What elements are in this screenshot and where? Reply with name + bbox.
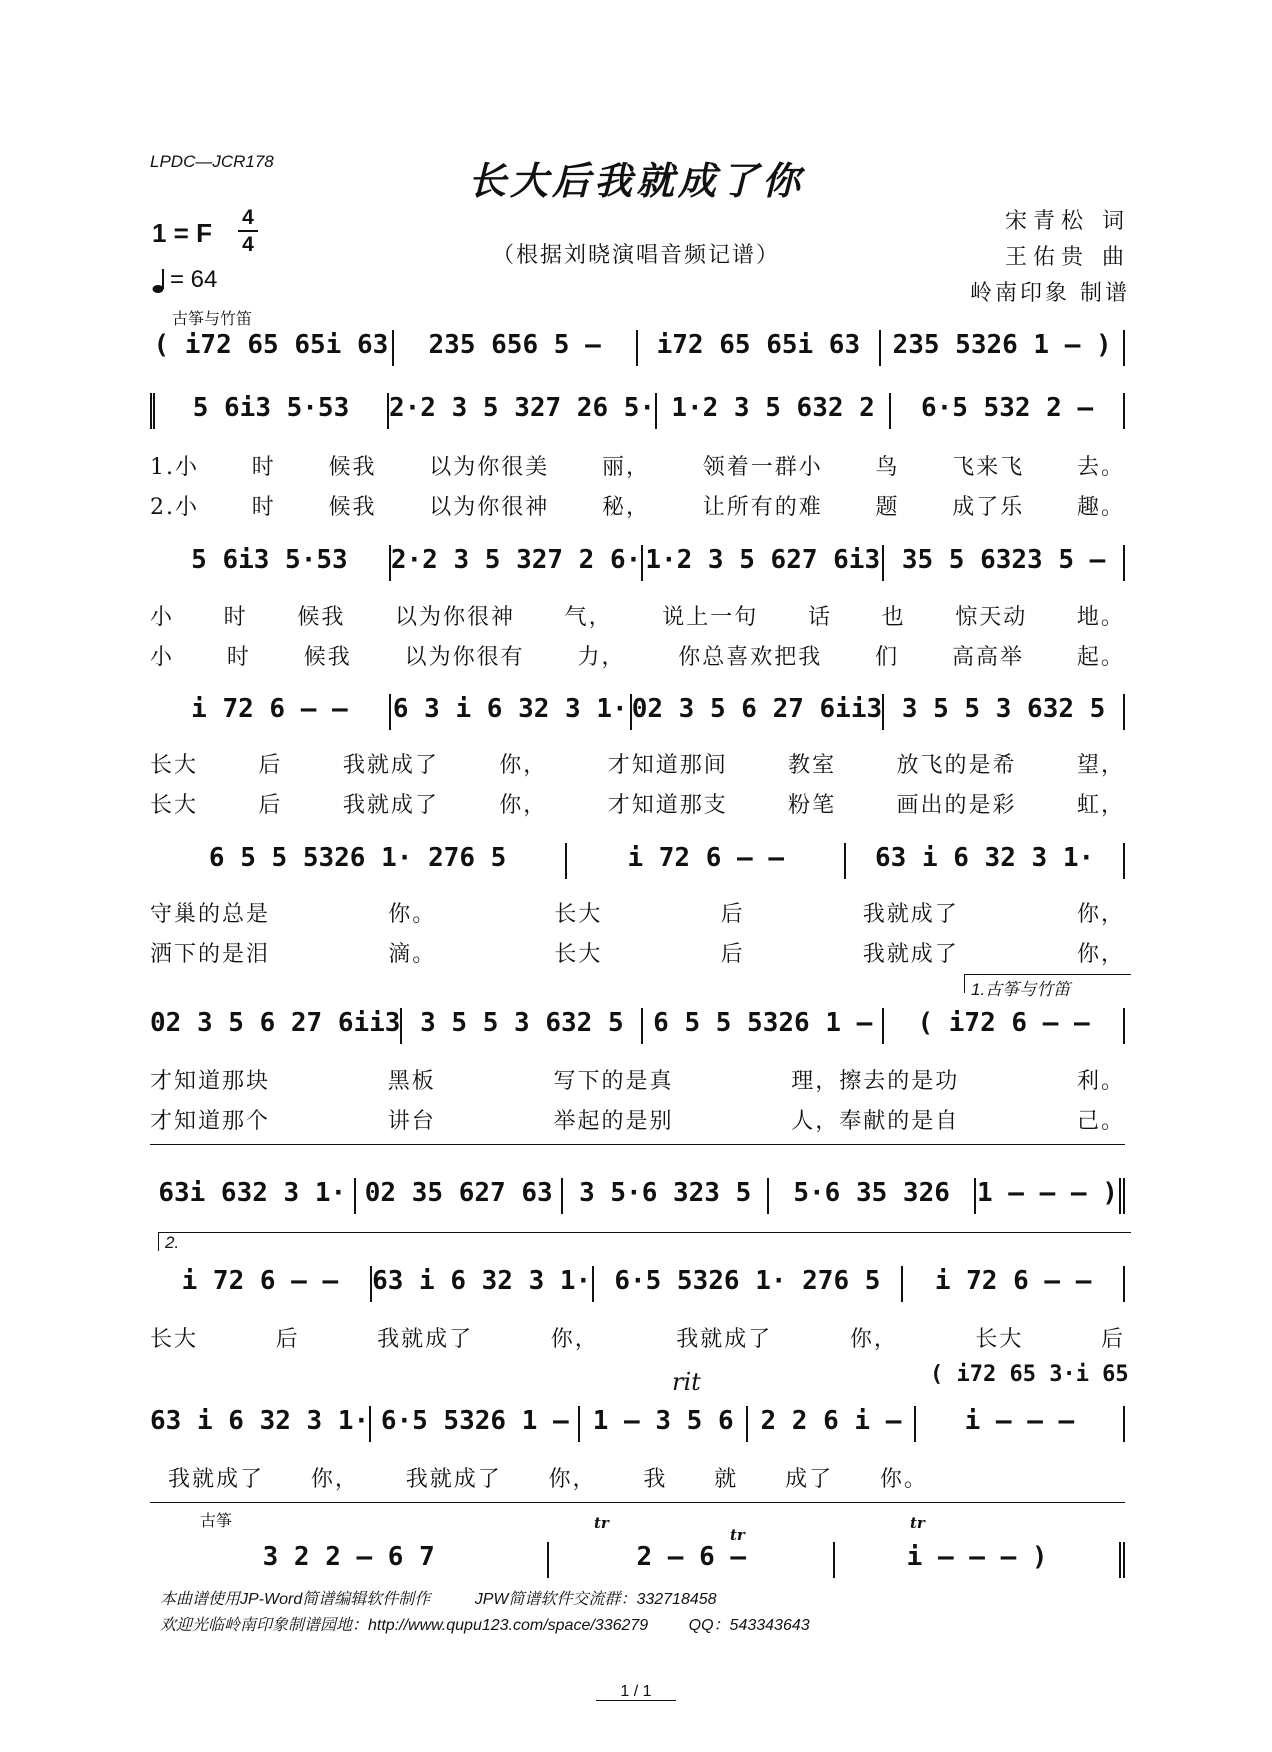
footer-software-note	[160, 1586, 717, 1609]
measure: i 72 6 – –	[181, 1266, 339, 1296]
measure: 02 3 5 6 27 6ii3	[150, 1008, 401, 1038]
quarter-note-icon	[152, 268, 166, 294]
composer-credit: 王佑贵 曲	[1005, 245, 1130, 270]
lyric-word: 才知道那个	[150, 1109, 271, 1134]
subtitle: （根据刘晓演唱音频记谱）	[491, 243, 780, 268]
lyric-word: 你。	[879, 1467, 928, 1492]
lyric-word: 画出的是彩	[896, 793, 1017, 818]
lyric-word: 时	[251, 455, 276, 480]
lyric-word: 力，	[577, 645, 626, 670]
lyric-word: 也	[881, 605, 906, 630]
lyric-word: 黑板	[387, 1069, 436, 1094]
lyric-word: 候我	[303, 645, 352, 670]
lyric-word: 起。	[1076, 645, 1125, 670]
score-code: LPDC—JCR178	[150, 152, 274, 171]
lyric-word: 你。	[388, 902, 437, 927]
lyric-word: 以为你很神	[429, 495, 550, 520]
lyric-word: 我就成了	[342, 753, 439, 778]
score-row-7	[150, 1170, 1125, 1214]
trill-mark: tr	[594, 1514, 609, 1532]
intro-instruments: 古筝与竹笛	[172, 311, 253, 328]
lyric-word: 候我	[297, 605, 346, 630]
lyric-line-verse2-c	[150, 788, 1125, 819]
lyric-word: 长大	[975, 1327, 1024, 1352]
lyric-word: 望，	[1076, 753, 1125, 778]
lyric-word: 你，	[550, 1327, 599, 1352]
measure: 235 656 5 –	[392, 330, 636, 366]
lyric-word: 时	[223, 605, 248, 630]
score-row-2	[150, 385, 1125, 429]
lyric-line-verse1-e	[150, 1064, 1125, 1095]
upper-voice-notes: ( i72 65 3·i 65	[930, 1362, 1129, 1387]
lyric-word: 我	[643, 1467, 668, 1492]
lyric-word: 举起的是别	[553, 1109, 674, 1134]
lyric-word: 地。	[1076, 605, 1125, 630]
lyric-word: 我就成了	[862, 902, 959, 927]
measure: i – – –	[914, 1406, 1125, 1442]
lyric-word: 我就成了	[862, 942, 959, 967]
measure: ( i72 6 – –	[882, 1008, 1125, 1044]
measure: 02 3 5 6 27 6ii3	[630, 694, 882, 730]
lyric-word: 气，	[564, 605, 613, 630]
lyric-word: 理，擦去的是功	[791, 1069, 960, 1094]
trill-mark: tr	[730, 1526, 745, 1544]
system-divider	[150, 1502, 1125, 1503]
time-bottom: 4	[242, 233, 254, 256]
lyric-word: 才知道那支	[607, 793, 728, 818]
lyric-word: 教室	[788, 753, 837, 778]
lyric-word: 才知道那间	[607, 753, 728, 778]
lyric-word: 飞来飞	[952, 455, 1025, 480]
measure: 63 i 6 32 3 1·	[370, 1266, 592, 1302]
lyric-word: 洒下的是泪	[150, 942, 271, 967]
lyric-word: 小	[150, 605, 175, 630]
measure: 2 2 6 i –	[746, 1406, 914, 1442]
lyric-word: 后	[720, 942, 745, 967]
measure: 6·5 5326 1 –	[369, 1406, 578, 1442]
measure: 6 5 5 5326 1· 276 5	[208, 843, 507, 873]
lyric-word: 就	[714, 1467, 739, 1492]
lyric-word: 你，	[310, 1467, 359, 1492]
lyric-word: 鸟	[875, 455, 900, 480]
lyric-word: 时	[251, 495, 276, 520]
tempo-value: = 64	[170, 266, 218, 293]
key-signature: 1 = F	[152, 218, 212, 248]
lyric-word: 话	[807, 605, 832, 630]
measure: 63i 632 3 1·	[158, 1178, 347, 1208]
measure: 6·5 5326 1· 276 5	[592, 1266, 902, 1302]
lyric-word: 长大	[150, 753, 199, 778]
lyric-word: 放飞的是希	[896, 753, 1017, 778]
measure: 02 35 627 63	[354, 1178, 560, 1214]
measure: i 72 6 – –	[565, 843, 844, 879]
footer-site-link[interactable]: 欢迎光临岭南印象制谱园地：http://www.qupu123.com/space/336279	[160, 1617, 649, 1634]
volta-1-bracket: 1.古筝与竹笛	[964, 974, 1131, 993]
lyric-line-ending-1	[150, 1322, 1125, 1353]
lyric-line-verse2-e	[150, 1104, 1125, 1135]
measure: 2·2 3 5 327 26 5·	[387, 393, 655, 429]
ritardando-mark: rit	[672, 1368, 701, 1396]
page-title: 长大后我就成了你	[467, 158, 804, 203]
lyric-word: 我就成了	[342, 793, 439, 818]
score-row-5	[150, 835, 1125, 879]
lyric-line-verse2-a	[150, 490, 1125, 521]
system-divider	[150, 1144, 1125, 1145]
trill-mark: tr	[910, 1514, 925, 1532]
measure: i 72 6 – –	[191, 694, 348, 724]
lyric-word: 后	[720, 902, 745, 927]
lyric-word: 粉笔	[788, 793, 837, 818]
tempo-mark	[152, 266, 217, 294]
lyric-word: 成了乐	[952, 495, 1025, 520]
lyric-word: 才知道那块	[150, 1069, 271, 1094]
measure: 1·2 3 5 632 2	[655, 393, 889, 429]
lyric-word: 们	[875, 645, 900, 670]
lyric-line-ending-2	[168, 1462, 928, 1493]
volta-2-bracket: 2.	[158, 1232, 1131, 1251]
lyric-word: 我就成了	[168, 1467, 265, 1492]
lyric-word: 滴。	[388, 942, 437, 967]
measure: i 72 6 – –	[901, 1266, 1125, 1302]
measure: 2 – 6 –	[547, 1542, 833, 1578]
lyric-word: 去。	[1076, 455, 1125, 480]
measure: 5 6i3 5·53	[150, 393, 387, 429]
score-row-8	[150, 1258, 1125, 1302]
lyric-word: 2.小	[150, 495, 199, 520]
time-divider	[238, 230, 258, 232]
lyric-word: 领着一群小	[702, 455, 823, 480]
lyric-word: 利。	[1076, 1069, 1125, 1094]
lyric-line-verse1-b	[150, 600, 1125, 631]
lyric-word: 讲台	[387, 1109, 436, 1134]
measure: 1 – – – )	[974, 1178, 1125, 1214]
lyric-word: 虹，	[1076, 793, 1125, 818]
lyric-word: 写下的是真	[553, 1069, 674, 1094]
lyric-word: 长大	[554, 902, 603, 927]
lyric-word: 己。	[1076, 1109, 1125, 1134]
lyric-word: 你，	[548, 1467, 597, 1492]
lyric-word: 你总喜欢把我	[678, 645, 823, 670]
lyric-word: 说上一句	[662, 605, 759, 630]
footer-software: 本曲谱使用JP-Word简谱编辑软件制作	[160, 1591, 431, 1608]
lyric-word: 时	[226, 645, 251, 670]
lyric-line-verse1-a	[150, 450, 1125, 481]
score-row-6	[150, 1000, 1125, 1044]
lyric-word: 后	[258, 753, 283, 778]
lyric-word: 你，	[1076, 942, 1125, 967]
score-row-10	[150, 1534, 1125, 1578]
lyric-word: 以为你很美	[429, 455, 550, 480]
measure: 2·2 3 5 327 2 6·	[389, 545, 641, 581]
time-signature	[238, 206, 258, 256]
lyric-word: 让所有的难	[702, 495, 823, 520]
lyric-word: 长大	[150, 793, 199, 818]
measure: 63 i 6 32 3 1·	[844, 843, 1125, 879]
lyric-line-verse2-d	[150, 937, 1125, 968]
lyric-word: 我就成了	[405, 1467, 502, 1492]
score-row-4	[150, 686, 1125, 730]
lyric-word: 你，	[1076, 902, 1125, 927]
measure: ( i72 65 65i 63	[153, 330, 389, 360]
arranger-credit: 岭南印象 制谱	[970, 281, 1130, 306]
measure: 3 5·6 323 5	[561, 1178, 767, 1214]
measure: 6 3 i 6 32 3 1·	[389, 694, 630, 730]
measure: 6 5 5 5326 1 –	[641, 1008, 882, 1044]
lyric-word: 成了	[785, 1467, 834, 1492]
lyric-word: 你，	[499, 793, 548, 818]
lyric-word: 后	[258, 793, 283, 818]
lyric-word: 1.小	[150, 455, 199, 480]
footer-group: JPW简谱软件交流群：332718458	[474, 1591, 717, 1608]
lyric-word: 我就成了	[377, 1327, 474, 1352]
lyric-word: 小	[150, 645, 175, 670]
measure: 63 i 6 32 3 1·	[150, 1406, 370, 1436]
lyric-word: 守巢的总是	[150, 902, 271, 927]
measure: 235 5326 1 – )	[879, 330, 1125, 366]
lyric-line-verse2-b	[150, 640, 1125, 671]
lyric-word: 以为你很有	[404, 645, 525, 670]
footer-site-note	[160, 1612, 810, 1635]
score-row-9	[150, 1398, 1125, 1442]
lyricist-credit: 宋青松 词	[1005, 209, 1130, 234]
outro-instrument: 古筝	[200, 1513, 233, 1530]
lyric-word: 趣。	[1076, 495, 1125, 520]
lyric-word: 秘，	[601, 495, 650, 520]
measure: 35 5 6323 5 –	[882, 545, 1125, 581]
measure: 1 – 3 5 6	[578, 1406, 746, 1442]
measure: 1·2 3 5 627 6i3	[641, 545, 882, 581]
score-row-3	[150, 537, 1125, 581]
measure: 5 6i3 5·53	[191, 545, 348, 575]
lyric-word: 长大	[554, 942, 603, 967]
lyric-word: 候我	[328, 495, 377, 520]
measure: 3 5 5 3 632 5	[400, 1008, 641, 1044]
measure: 5·6 35 326	[767, 1178, 973, 1214]
lyric-word: 长大	[150, 1327, 199, 1352]
measure: i – – – )	[833, 1542, 1125, 1578]
measure: 3 2 2 – 6 7	[262, 1542, 435, 1572]
measure: i72 65 65i 63	[636, 330, 880, 366]
lyric-word: 后	[1100, 1327, 1125, 1352]
lyric-word: 候我	[328, 455, 377, 480]
lyric-word: 后	[275, 1327, 300, 1352]
measure: 6·5 532 2 –	[889, 393, 1125, 429]
footer-qq: QQ：543343643	[688, 1617, 810, 1634]
lyric-word: 丽，	[601, 455, 650, 480]
lyric-word: 你，	[499, 753, 548, 778]
lyric-word: 以为你很神	[394, 605, 515, 630]
lyric-line-verse1-c	[150, 748, 1125, 779]
page-number: 1 / 1	[0, 1683, 1272, 1701]
lyric-word: 我就成了	[676, 1327, 773, 1352]
lyric-word: 高高举	[952, 645, 1025, 670]
lyric-word: 人，奉献的是自	[791, 1109, 960, 1134]
lyric-word: 你，	[849, 1327, 898, 1352]
measure: 3 5 5 3 632 5	[882, 694, 1125, 730]
lyric-word: 惊天动	[955, 605, 1028, 630]
score-row-1	[150, 322, 1125, 366]
time-top: 4	[242, 206, 254, 229]
lyric-line-verse1-d	[150, 897, 1125, 928]
lyric-word: 题	[875, 495, 900, 520]
